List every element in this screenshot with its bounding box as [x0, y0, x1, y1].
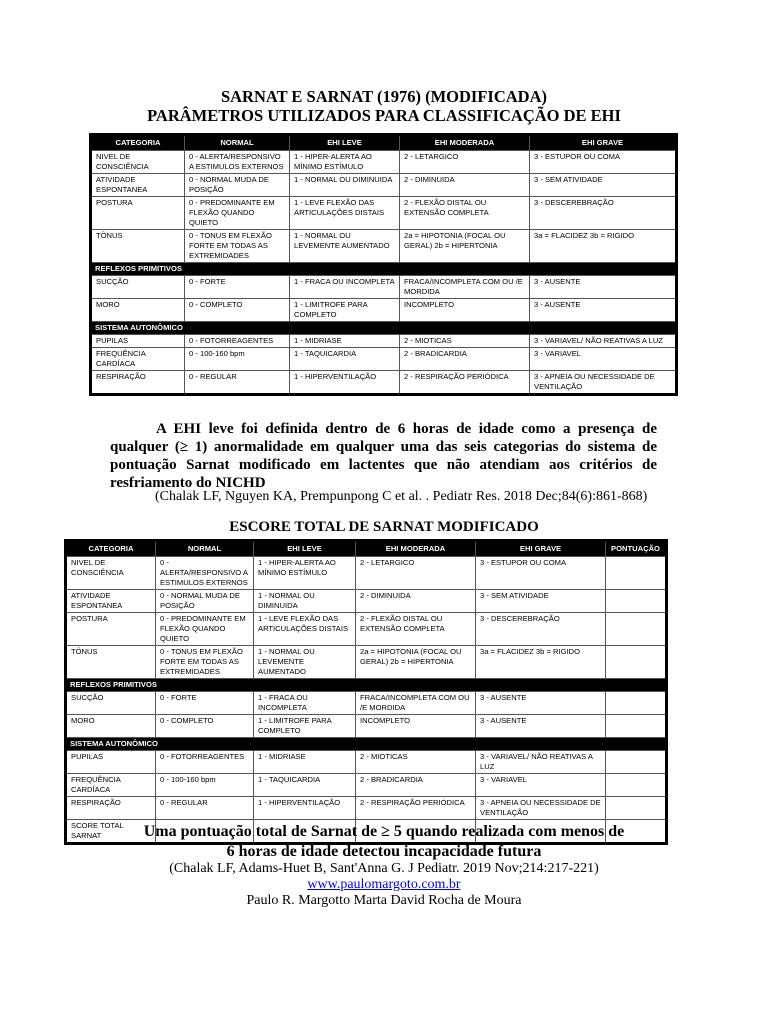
- table-cell: 3 - AUSENTE: [530, 276, 677, 299]
- table-cell: [606, 715, 667, 738]
- table-cell: 3 - AUSENTE: [476, 715, 606, 738]
- table-cell: 3 - APNEIA OU NECESSIDADE DE VENTILAÇÃO: [530, 371, 677, 395]
- table-cell: 3 - VARIAVEL/ NÃO REATIVAS A LUZ: [530, 335, 677, 348]
- ehi-parameters-table: [89, 133, 678, 396]
- column-header: EHI LEVE: [254, 541, 356, 557]
- table-cell: [606, 590, 667, 613]
- table-cell: 1 - HIPERVENTILAÇÃO: [290, 371, 400, 395]
- section-label: SISTEMA AUTONÔMICO: [66, 738, 667, 751]
- table-cell: [606, 692, 667, 715]
- table-cell: 0 - PREDOMINANTE EM FLEXÃO QUANDO QUIETO: [185, 197, 290, 230]
- table-cell: NIVEL DE CONSCIÊNCIA: [66, 557, 156, 590]
- column-header: EHI MODERADA: [356, 541, 476, 557]
- table-cell: [606, 557, 667, 590]
- table-cell: SCORE TOTAL SARNAT: [66, 820, 156, 844]
- table-row: [91, 230, 677, 263]
- table-row: [91, 276, 677, 299]
- table-cell: 2 - MIOTICAS: [400, 335, 530, 348]
- section-header-row: [66, 679, 667, 692]
- table-cell: INCOMPLETO: [400, 299, 530, 322]
- table-cell: MORO: [91, 299, 185, 322]
- table-cell: [606, 774, 667, 797]
- table-cell: 1 - NORMAL OU LEVEMENTE AUMENTADO: [254, 646, 356, 679]
- table-row: [66, 557, 667, 590]
- column-header: CATEGORIA: [91, 135, 185, 151]
- table-header-row: [66, 541, 667, 557]
- table-cell: 0 - COMPLETO: [156, 715, 254, 738]
- table-cell: 0 - 100-160 bpm: [185, 348, 290, 371]
- table-cell: 3 - DESCEREBRAÇÃO: [476, 613, 606, 646]
- table-cell: 1 - HIPER-ALERTA AO MÍNIMO ESTÍMULO: [290, 151, 400, 174]
- table-cell: 0 - NORMAL MUDA DE POSIÇÃO: [185, 174, 290, 197]
- ehi-definition-paragraph: [110, 420, 657, 492]
- table-cell: 2 - LETARGICO: [356, 557, 476, 590]
- website-link[interactable]: www.paulomargoto.com.br: [307, 877, 461, 892]
- table-cell: RESPIRAÇÃO: [66, 797, 156, 820]
- table-cell: 2 - LETARGICO: [400, 151, 530, 174]
- table-cell: 0 - NORMAL MUDA DE POSIÇÃO: [156, 590, 254, 613]
- table-cell: 3 - ESTUPOR OU COMA: [530, 151, 677, 174]
- table-cell: PUPILAS: [91, 335, 185, 348]
- table-cell: 1 - MIDRIASE: [290, 335, 400, 348]
- table-cell: 3 - DESCEREBRAÇÃO: [530, 197, 677, 230]
- table-cell: TÔNUS: [66, 646, 156, 679]
- column-header: PONTUAÇÃO: [606, 541, 667, 557]
- table-cell: FREQUÊNCIA CARDÍACA: [66, 774, 156, 797]
- table-cell: SUCÇÃO: [66, 692, 156, 715]
- table-row: [66, 613, 667, 646]
- table-row: [91, 348, 677, 371]
- document-subtitle: PARÂMETROS UTILIZADOS PARA CLASSIFICAÇÃO DE EHI: [147, 106, 621, 125]
- table-cell: 2 - DIMINUIDA: [356, 590, 476, 613]
- table-cell: 0 - FOTORREAGENTES: [185, 335, 290, 348]
- section-header-row: [91, 263, 677, 276]
- table-cell: [606, 797, 667, 820]
- table-cell: 0 - REGULAR: [156, 797, 254, 820]
- table-cell: RESPIRAÇÃO: [91, 371, 185, 395]
- table-cell: 1 - HIPER-ALERTA AO MÍNIMO ESTÍMULO: [254, 557, 356, 590]
- table-cell: ATIVIDADE ESPONTANEA: [91, 174, 185, 197]
- table-cell: ATIVIDADE ESPONTANEA: [66, 590, 156, 613]
- section-label: SISTEMA AUTONÔMICO: [91, 322, 677, 335]
- table-cell: 1 - HIPERVENTILAÇÃO: [254, 797, 356, 820]
- table-cell: FRACA/INCOMPLETA COM OU /E MORDIDA: [356, 692, 476, 715]
- column-header: EHI GRAVE: [476, 541, 606, 557]
- table-cell: 1 - FRACA OU INCOMPLETA: [290, 276, 400, 299]
- table-cell: 0 - COMPLETO: [185, 299, 290, 322]
- table-cell: 1 - NORMAL OU LEVEMENTE AUMENTADO: [290, 230, 400, 263]
- table-cell: TÔNUS: [91, 230, 185, 263]
- table-cell: [606, 613, 667, 646]
- table-cell: 3a = FLACIDEZ 3b = RIGIDO: [530, 230, 677, 263]
- table-cell: 1 - FRACA OU INCOMPLETA: [254, 692, 356, 715]
- table-cell: 2 - RESPIRAÇÃO PERIÓDICA: [356, 797, 476, 820]
- website-link-wrapper: [0, 876, 768, 893]
- table-row: [66, 692, 667, 715]
- table-cell: 1 - NORMAL OU DIMINUIDA: [290, 174, 400, 197]
- section-label: REFLEXOS PRIMITIVOS: [91, 263, 677, 276]
- table-cell: 2 - FLEXÃO DISTAL OU EXTENSÃO COMPLETA: [400, 197, 530, 230]
- table-cell: 0 - FOTORREAGENTES: [156, 751, 254, 774]
- table-cell: 1 - MIDRIASE: [254, 751, 356, 774]
- table-cell: 0 - ALERTA/RESPONSIVO A ESTIMULOS EXTERNOS: [156, 557, 254, 590]
- final-statement-line1: Uma pontuação total de Sarnat de ≥ 5 quando realizada com menos de: [143, 823, 625, 840]
- section-title: ESCORE TOTAL DE SARNAT MODIFICADO: [229, 519, 539, 535]
- table-cell: 3 - SEM ATIVIDADE: [530, 174, 677, 197]
- table-cell: PUPILAS: [66, 751, 156, 774]
- table-cell: 1 - TAQUICARDIA: [290, 348, 400, 371]
- table-cell: 0 - REGULAR: [185, 371, 290, 395]
- table-row: [91, 335, 677, 348]
- table-row: [66, 646, 667, 679]
- table-cell: 2a = HIPOTONIA (FOCAL OU GERAL) 2b = HIPERTONIA: [356, 646, 476, 679]
- table-cell: 0 - 100-160 bpm: [156, 774, 254, 797]
- table-row: [91, 174, 677, 197]
- table-cell: 0 - ALERTA/RESPONSIVO A ESTIMULOS EXTERNOS: [185, 151, 290, 174]
- sarnat-score-table: [64, 539, 668, 845]
- table-cell: POSTURA: [66, 613, 156, 646]
- table-cell: 1 - NORMAL OU DIMINUIDA: [254, 590, 356, 613]
- section-header-row: [66, 738, 667, 751]
- table-cell: 1 - LEVE FLEXÃO DAS ARTICULAÇÕES DISTAIS: [290, 197, 400, 230]
- table-cell: 2 - FLEXÃO DISTAL OU EXTENSÃO COMPLETA: [356, 613, 476, 646]
- table-cell: 0 - TONUS EM FLEXÃO FORTE EM TODAS AS EXTREMIDADES: [185, 230, 290, 263]
- table-cell: 2 - MIOTICAS: [356, 751, 476, 774]
- table-cell: 3 - ESTUPOR OU COMA: [476, 557, 606, 590]
- ehi-definition-text: A EHI leve foi definida dentro de 6 horas de idade como a presença de qualquer (≥ 1) anormalidade em qualquer uma das seis categorias do sistema de pontuação Sarnat modificado em lactentes que não atendiam aos critérios de resfriamento do NICHD: [110, 421, 657, 491]
- column-header: NORMAL: [156, 541, 254, 557]
- table-cell: 1 - LIMITROFE PARA COMPLETO: [290, 299, 400, 322]
- final-statement-line2: 6 horas de idade detectou incapacidade futura: [226, 843, 542, 860]
- table-cell: 3 - AUSENTE: [476, 692, 606, 715]
- table-cell: 3 - VARIAVEL: [476, 774, 606, 797]
- table-cell: 1 - LEVE FLEXÃO DAS ARTICULAÇÕES DISTAIS: [254, 613, 356, 646]
- table-cell: POSTURA: [91, 197, 185, 230]
- table-cell: 0 - FORTE: [156, 692, 254, 715]
- table-cell: 0 - FORTE: [185, 276, 290, 299]
- table-cell: NIVEL DE CONSCIÊNCIA: [91, 151, 185, 174]
- table-row: [66, 590, 667, 613]
- table-cell: MORO: [66, 715, 156, 738]
- table-cell: FREQUÊNCIA CARDÍACA: [91, 348, 185, 371]
- table-cell: SUCÇÃO: [91, 276, 185, 299]
- table-row: [66, 797, 667, 820]
- table-row: [91, 197, 677, 230]
- final-statement: [0, 822, 768, 862]
- column-header: CATEGORIA: [66, 541, 156, 557]
- table-cell: 2 - RESPIRAÇÃO PERIÓDICA: [400, 371, 530, 395]
- authors: Paulo R. Margotto Marta David Rocha de Moura: [246, 893, 522, 908]
- table-row: [91, 371, 677, 395]
- section-label: REFLEXOS PRIMITIVOS: [66, 679, 667, 692]
- table-cell: 2 - BRADICARDIA: [400, 348, 530, 371]
- table-cell: 3a = FLACIDEZ 3b = RIGIDO: [476, 646, 606, 679]
- table-cell: 1 - LIMITROFE PARA COMPLETO: [254, 715, 356, 738]
- table-cell: INCOMPLETO: [356, 715, 476, 738]
- table-cell: 0 - PREDOMINANTE EM FLEXÃO QUANDO QUIETO: [156, 613, 254, 646]
- citation-2: (Chalak LF, Adams-Huet B, Sant'Anna G. J Pediatr. 2019 Nov;214:217-221): [169, 861, 599, 876]
- column-header: EHI MODERADA: [400, 135, 530, 151]
- column-header: EHI GRAVE: [530, 135, 677, 151]
- table-cell: [606, 646, 667, 679]
- table-header-row: [91, 135, 677, 151]
- table-row: [91, 151, 677, 174]
- document-title: SARNAT E SARNAT (1976) (MODIFICADA): [220, 87, 548, 106]
- table-row: [66, 715, 667, 738]
- table-cell: 3 - APNEIA OU NECESSIDADE DE VENTILAÇÃO: [476, 797, 606, 820]
- table-cell: 2a = HIPOTONIA (FOCAL OU GERAL) 2b = HIPERTONIA: [400, 230, 530, 263]
- citation-1: (Chalak LF, Nguyen KA, Prempunpong C et al. . Pediatr Res. 2018 Dec;84(6):861-868): [155, 489, 648, 504]
- table-cell: 3 - VARIAVEL/ NÃO REATIVAS A LUZ: [476, 751, 606, 774]
- column-header: EHI LEVE: [290, 135, 400, 151]
- table-row: [66, 751, 667, 774]
- table-cell: 3 - SEM ATIVIDADE: [476, 590, 606, 613]
- table-cell: [606, 751, 667, 774]
- table-cell: 3 - AUSENTE: [530, 299, 677, 322]
- table-cell: 2 - DIMINUIDA: [400, 174, 530, 197]
- table-cell: 1 - TAQUICARDIA: [254, 774, 356, 797]
- table-cell: FRACA/INCOMPLETA COM OU /E MORDIDA: [400, 276, 530, 299]
- column-header: NORMAL: [185, 135, 290, 151]
- table-cell: 3 - VARIAVEL: [530, 348, 677, 371]
- table-row: [66, 774, 667, 797]
- table-cell: 2 - BRADICARDIA: [356, 774, 476, 797]
- table-cell: 0 - TONUS EM FLEXÃO FORTE EM TODAS AS EXTREMIDADES: [156, 646, 254, 679]
- table-row: [91, 299, 677, 322]
- section-header-row: [91, 322, 677, 335]
